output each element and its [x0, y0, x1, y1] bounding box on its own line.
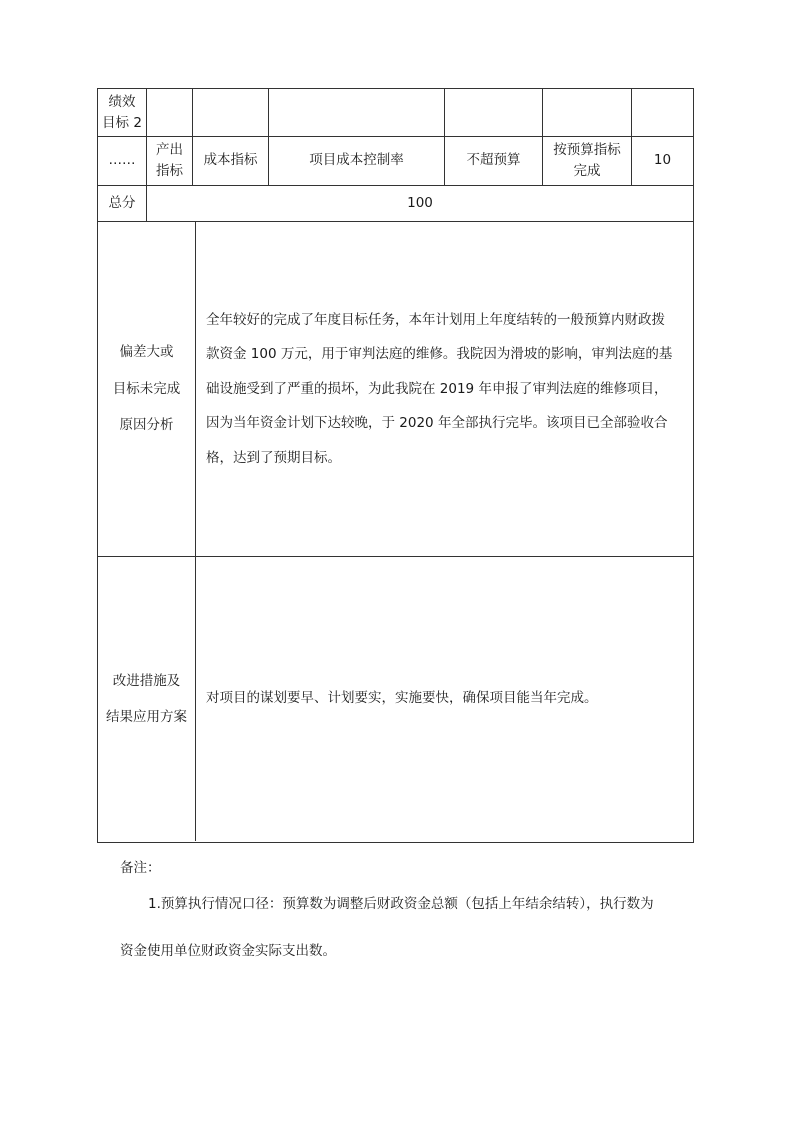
- goal2-empty-cell-4: [445, 89, 543, 137]
- cost-indicator-text: 成本指标: [203, 152, 258, 169]
- deviation-paragraph: [196, 303, 682, 475]
- deviation-line-5: 格，达到了预期目标。: [206, 449, 341, 466]
- cost-indicator-cell: [193, 137, 269, 186]
- goal2-label-line2: 目标 2: [102, 114, 142, 131]
- goal2-empty-cell-3: [269, 89, 445, 137]
- output-indicator-line1: 产出: [156, 142, 183, 159]
- deviation-content-cell: [196, 222, 693, 557]
- not-exceed-budget-cell: [445, 137, 543, 186]
- score-cell: [632, 137, 693, 186]
- output-indicator-cell: [147, 137, 193, 186]
- deviation-label-cell: [98, 222, 196, 557]
- goal2-label-cell: [98, 89, 147, 137]
- deviation-label-line1: 偏差大或: [119, 344, 174, 361]
- cost-control-rate-cell: [269, 137, 445, 186]
- ellipsis-text: ……: [108, 152, 136, 169]
- performance-table: [97, 88, 694, 843]
- total-label-cell: [98, 186, 147, 222]
- deviation-line-1: 全年较好的完成了年度目标任务，本年计划用上年度结转的一般预算内财政拨: [206, 311, 665, 328]
- improvement-label-line1: 改进措施及: [112, 672, 181, 689]
- improvement-label-line2: 结果应用方案: [106, 709, 187, 725]
- per-budget-line2: 完成: [573, 163, 601, 179]
- goal2-empty-cell-2: [193, 89, 269, 137]
- deviation-line-4: 因为当年资金计划下达较晚，于 2020 年全部执行完毕。该项目已全部验收合: [206, 415, 668, 432]
- notes-title: 备注：: [120, 860, 161, 876]
- score-text: 10: [653, 152, 672, 169]
- improvement-content-cell: [196, 557, 693, 841]
- improvement-text: 对项目的谋划要早、计划要实，实施要快，确保项目能当年完成。: [206, 690, 598, 707]
- deviation-label-line3: 原因分析: [119, 417, 174, 434]
- output-indicator-line2: 指标: [156, 163, 183, 179]
- per-budget-cell: [543, 137, 632, 186]
- notes-line-2: 资金使用单位财政资金实际支出数。: [120, 943, 336, 959]
- per-budget-line1: 按预算指标: [553, 142, 621, 159]
- total-label: 总分: [108, 194, 136, 211]
- total-value-cell: [147, 186, 693, 222]
- not-exceed-budget-text: 不超预算: [466, 152, 521, 169]
- goal2-empty-cell-1: [147, 89, 193, 137]
- improvement-paragraph: [196, 688, 608, 710]
- deviation-line-3: 础设施受到了严重的损坏，为此我院在 2019 年申报了审判法庭的维修项目，: [206, 380, 668, 397]
- ellipsis-cell: [98, 137, 147, 186]
- deviation-line-2: 款资金 100 万元，用于审判法庭的维修。我院因为滑坡的影响，审判法庭的基: [206, 346, 673, 363]
- notes-line-1: 1.预算执行情况口径：预算数为调整后财政资金总额（包括上年结余结转），执行数为: [148, 896, 654, 912]
- goal2-label-line1: 绩效: [108, 93, 136, 110]
- goal2-empty-cell-6: [632, 89, 693, 137]
- cost-control-rate-text: 项目成本控制率: [309, 152, 404, 169]
- goal2-empty-cell-5: [543, 89, 632, 137]
- improvement-label-cell: [98, 557, 196, 841]
- deviation-label-line2: 目标未完成: [112, 380, 181, 397]
- total-value: 100: [407, 194, 433, 211]
